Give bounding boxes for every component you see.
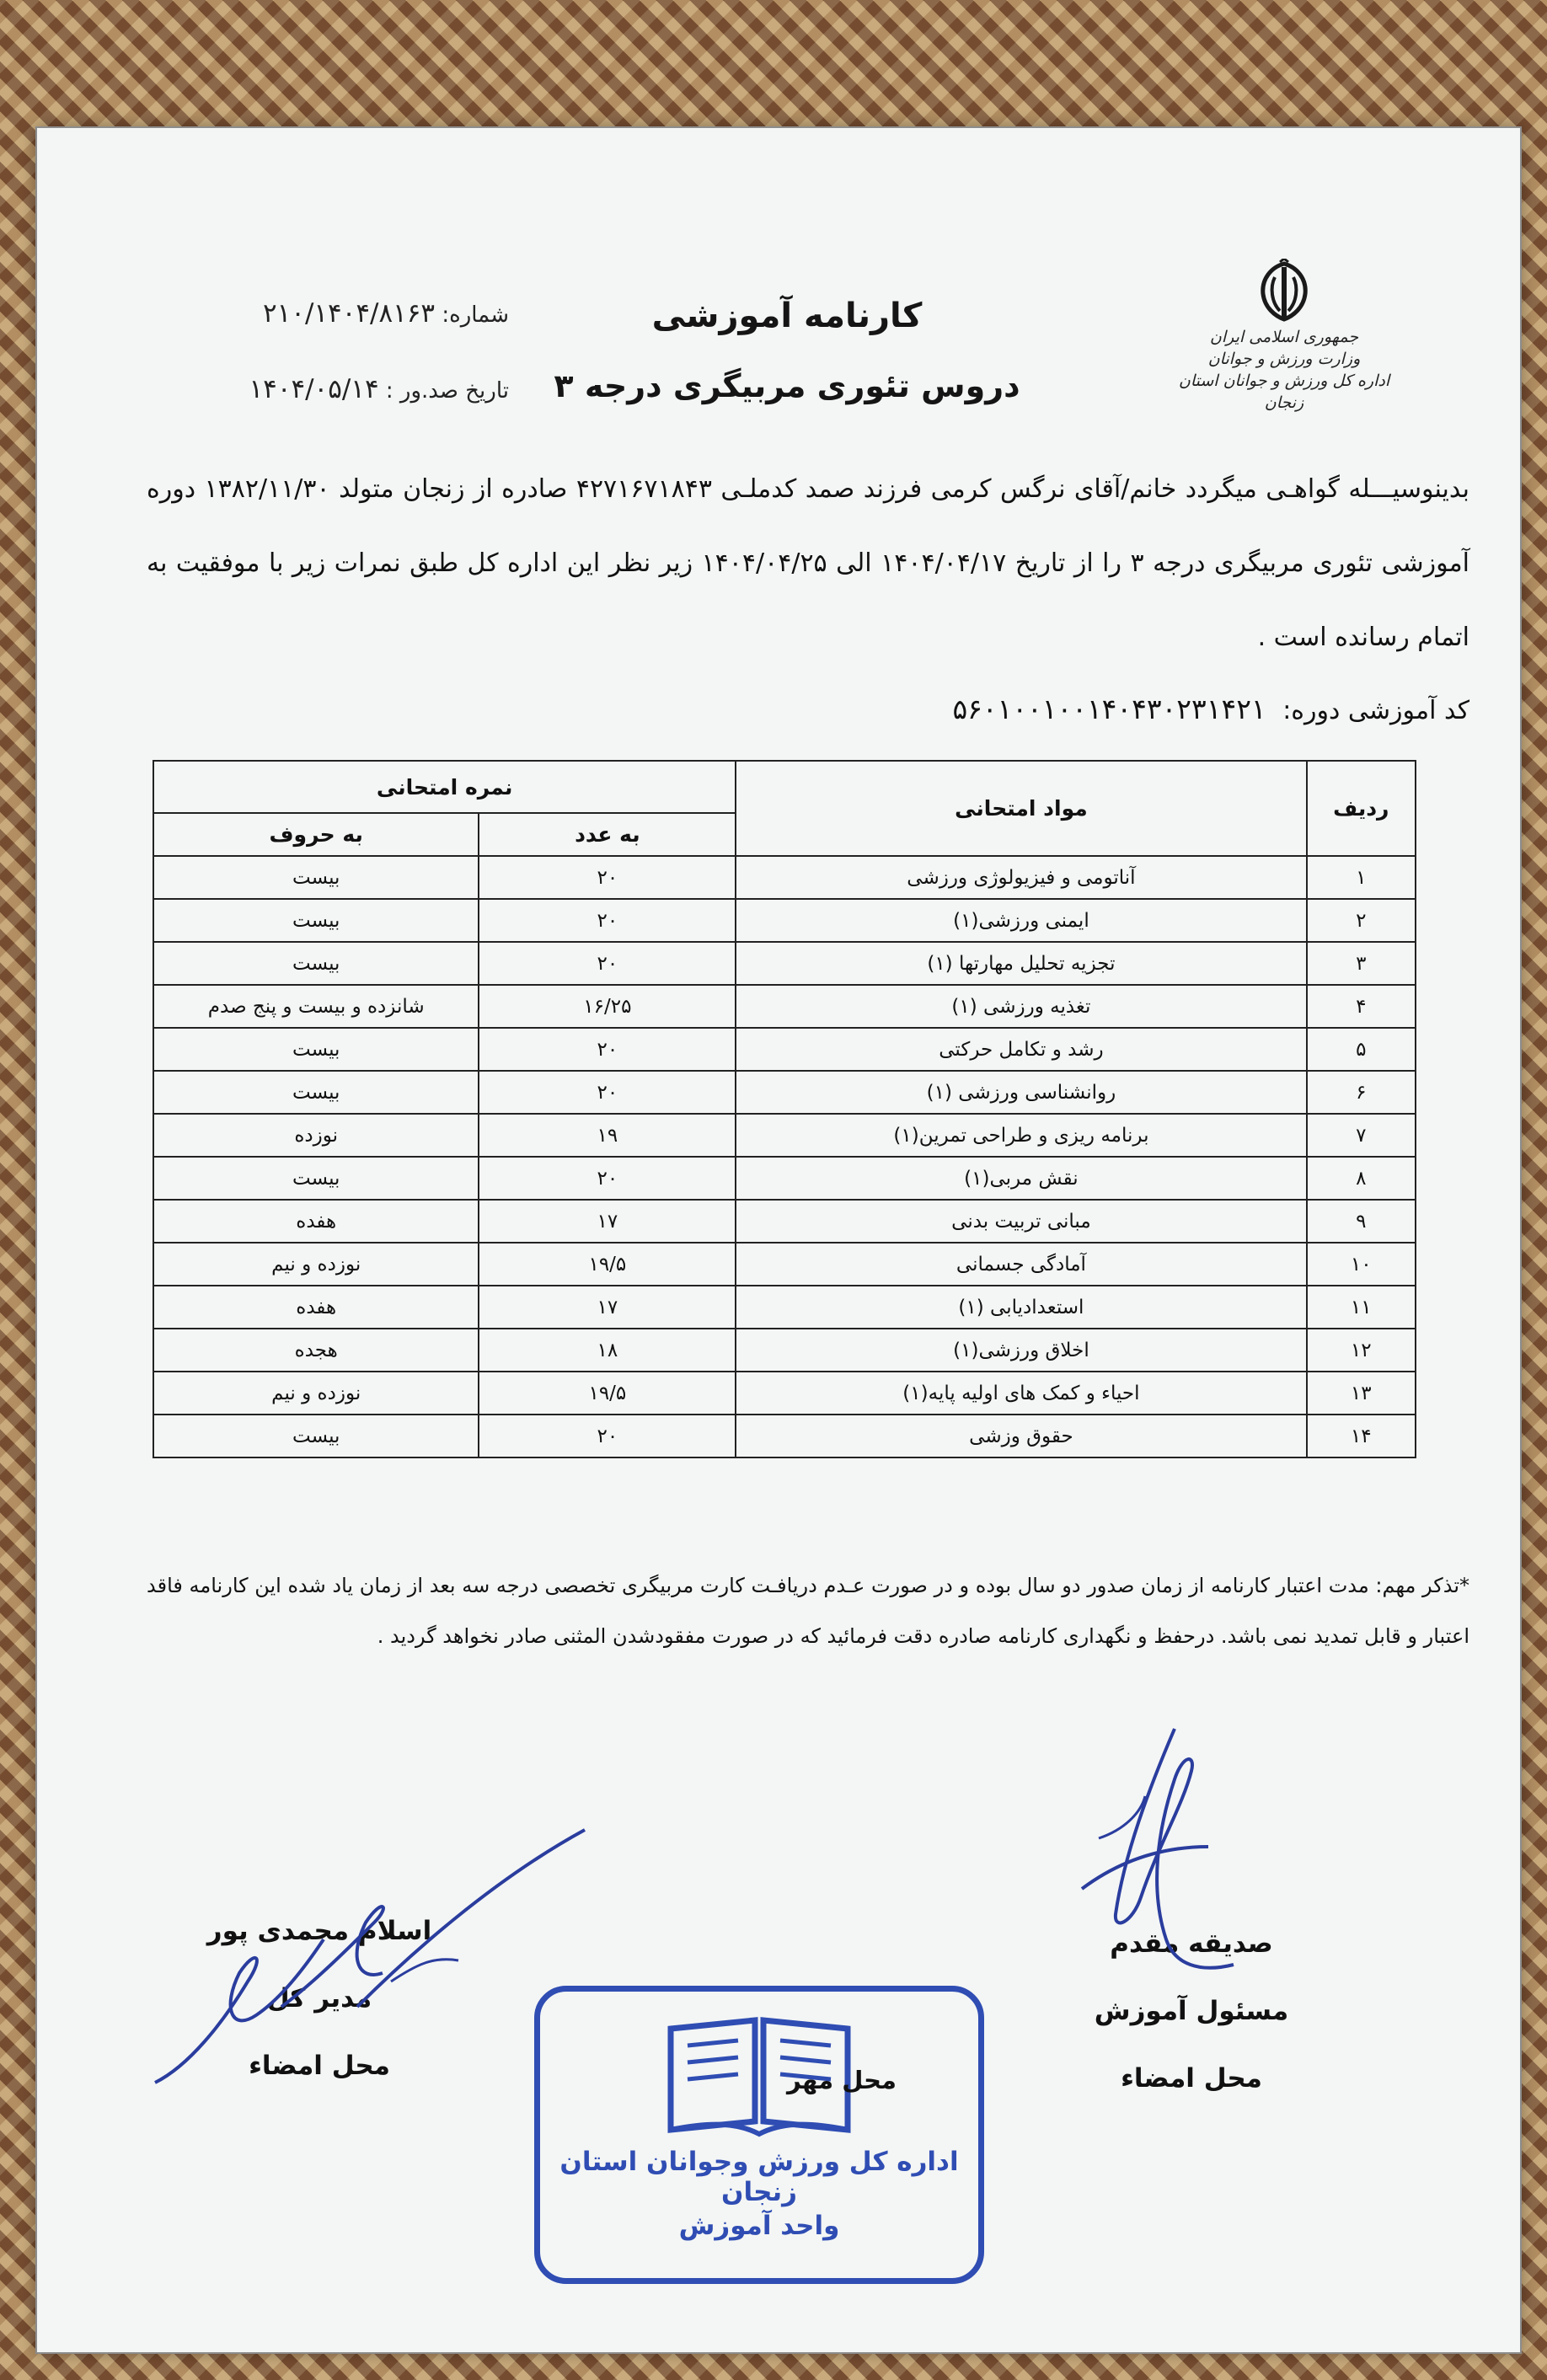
header-numeric: به عدد	[479, 813, 736, 856]
number-row	[147, 297, 509, 330]
row-grade-numeric: ۲۰	[479, 942, 736, 985]
row-grade-numeric: ۱۹/۵	[479, 1372, 736, 1415]
row-subject: برنامه ریزی و طراحی تمرین(۱)	[736, 1114, 1306, 1157]
signer-place-director: محل امضاء	[249, 2051, 390, 2081]
table-row	[153, 1415, 1416, 1457]
emblem-line-country: جمهوری اسلامی ایران	[1209, 328, 1359, 346]
title-block	[509, 297, 1065, 404]
row-grade-words: بیست	[153, 899, 479, 942]
row-grade-words: بیست	[153, 1415, 479, 1457]
row-grade-numeric: ۱۷	[479, 1200, 736, 1243]
row-index: ۵	[1307, 1028, 1416, 1071]
row-subject: نقش مربی(۱)	[736, 1157, 1306, 1200]
header-grade: نمره امتحانی	[153, 761, 736, 813]
row-grade-numeric: ۲۰	[479, 856, 736, 899]
row-grade-words: بیست	[153, 1071, 479, 1114]
row-grade-numeric: ۱۸	[479, 1329, 736, 1372]
row-subject: تجزیه تحلیل مهارتها (۱)	[736, 942, 1306, 985]
emblem-line-office: اداره کل ورزش و جوانان استان زنجان	[1178, 372, 1390, 412]
row-index: ۳	[1307, 942, 1416, 985]
row-index: ۲	[1307, 899, 1416, 942]
stamp-place-label: محل مهر	[787, 2066, 897, 2094]
row-grade-words: هفده	[153, 1200, 479, 1243]
grades-table	[153, 760, 1416, 1458]
row-grade-words: هفده	[153, 1286, 479, 1329]
signer-role-education: مسئول آموزش	[1094, 1996, 1289, 2026]
row-index: ۹	[1307, 1200, 1416, 1243]
important-note: *تذکر مهم: مدت اعتبار کارنامه از زمان صدور دو سال بوده و در صورت عـدم دریافـت کارت مربیگری تخصصی درجه سه بعد از زمان یاد شده این کارنامه فاقد اعتبار و قابل تمدید نمی باشد. درحفظ و نگهداری کارنامه صادره دقت فرمائید که در صورت مفقودشدن المثنی صادر نخواهد گردید .	[147, 1574, 1469, 1648]
header-index: ردیف	[1307, 761, 1416, 856]
course-code-label: کد آموزشی دوره:	[1282, 696, 1469, 725]
row-grade-words: بیست	[153, 856, 479, 899]
table-row	[153, 1071, 1416, 1114]
header-subject: مواد امتحانی	[736, 761, 1306, 856]
row-index: ۱۲	[1307, 1329, 1416, 1372]
row-grade-numeric: ۱۹/۵	[479, 1243, 736, 1286]
certificate-page	[35, 126, 1522, 2354]
table-row	[153, 985, 1416, 1028]
row-subject: حقوق وزشی	[736, 1415, 1306, 1457]
row-grade-words: شانزده و بیست و پنج صدم	[153, 985, 479, 1028]
stamp-line-office: اداره کل ورزش وجوانان استان زنجان	[559, 2147, 959, 2207]
signature-education	[1048, 1720, 1267, 1990]
table-row	[153, 1114, 1416, 1157]
iran-emblem-icon	[1238, 259, 1330, 326]
row-subject: احیاء و کمک های اولیه پایه(۱)	[736, 1372, 1306, 1415]
row-index: ۱۳	[1307, 1372, 1416, 1415]
signer-name-director: اسلام محمدی پور	[206, 1916, 432, 1946]
stamp-line-unit: واحد آموزش	[678, 2211, 840, 2241]
row-subject: استعدادیابی (۱)	[736, 1286, 1306, 1329]
date-label: تاریخ صد.ور :	[385, 378, 509, 404]
official-stamp	[534, 1986, 984, 2284]
table-row	[153, 1157, 1416, 1200]
row-grade-numeric: ۲۰	[479, 1157, 736, 1200]
header-words: به حروف	[153, 813, 479, 856]
course-code-value: ۵۶۰۱۰۰۱۰۰۱۴۰۴۳۰۲۳۱۴۲۱	[952, 693, 1266, 725]
table-row	[153, 942, 1416, 985]
row-subject: اخلاق ورزشی(۱)	[736, 1329, 1306, 1372]
page-title: کارنامه آموزشی	[651, 297, 923, 335]
row-grade-numeric: ۲۰	[479, 1415, 736, 1457]
emblem-block	[1175, 259, 1394, 414]
row-grade-words: هجده	[153, 1329, 479, 1372]
page-subtitle: دروس تئوری مربیگری درجه ۳	[554, 367, 1020, 404]
row-subject: مبانی تربیت بدنی	[736, 1200, 1306, 1243]
row-index: ۱۰	[1307, 1243, 1416, 1286]
number-value: ۲۱۰/۱۴۰۴/۸۱۶۳	[263, 298, 436, 329]
number-label: شماره:	[442, 302, 509, 328]
row-grade-words: بیست	[153, 1028, 479, 1071]
table-row	[153, 1200, 1416, 1243]
course-code	[147, 693, 1469, 725]
date-value: ۱۴۰۴/۰۵/۱۴	[249, 374, 379, 404]
row-index: ۸	[1307, 1157, 1416, 1200]
row-index: ۶	[1307, 1071, 1416, 1114]
document-meta	[147, 297, 509, 406]
row-index: ۷	[1307, 1114, 1416, 1157]
row-index: ۱	[1307, 856, 1416, 899]
table-row	[153, 899, 1416, 942]
row-subject: تغذیه ورزشی (۱)	[736, 985, 1306, 1028]
table-row	[153, 1329, 1416, 1372]
row-grade-words: نوزده و نیم	[153, 1372, 479, 1415]
row-grade-numeric: ۲۰	[479, 1071, 736, 1114]
signer-name-education: صدیقه مقدم	[1110, 1928, 1273, 1959]
signer-place-education: محل امضاء	[1121, 2063, 1262, 2094]
row-grade-numeric: ۱۶/۲۵	[479, 985, 736, 1028]
row-index: ۴	[1307, 985, 1416, 1028]
row-grade-words: بیست	[153, 1157, 479, 1200]
table-row	[153, 1028, 1416, 1071]
row-subject: روانشناسی ورزشی (۱)	[736, 1071, 1306, 1114]
date-row	[147, 372, 509, 406]
row-subject: آناتومی و فیزیولوژی ورزشی	[736, 856, 1306, 899]
row-grade-numeric: ۲۰	[479, 899, 736, 942]
grades-body	[153, 856, 1416, 1457]
table-row	[153, 1372, 1416, 1415]
emblem-line-ministry: وزارت ورزش و جوانان	[1207, 350, 1361, 368]
row-grade-numeric: ۲۰	[479, 1028, 736, 1071]
row-grade-words: بیست	[153, 942, 479, 985]
table-row	[153, 1286, 1416, 1329]
row-subject: آمادگی جسمانی	[736, 1243, 1306, 1286]
row-index: ۱۴	[1307, 1415, 1416, 1457]
row-subject: ایمنی ورزشی(۱)	[736, 899, 1306, 942]
table-row	[153, 1243, 1416, 1286]
row-grade-words: نوزده و نیم	[153, 1243, 479, 1286]
certification-paragraph: بدینوسیـــله گواهـی میگردد خانم/آقای نرگس کرمی فرزند صمد کدملـی ۴۲۷۱۶۷۱۸۴۳ صادره از زنجان متولد ۱۳۸۲/۱۱/۳۰ دوره آموزشی تئوری مربیگری درجه ۳ را از تاریخ ۱۴۰۴/۰۴/۱۷ الی ۱۴۰۴/۰۴/۲۵ زیر نظر این اداره کل طبق نمرات زیر با موفقیت به اتمام رسانده است .	[147, 474, 1469, 652]
row-grade-words: نوزده	[153, 1114, 479, 1157]
table-row	[153, 856, 1416, 899]
row-subject: رشد و تکامل حرکتی	[736, 1028, 1306, 1071]
row-grade-numeric: ۱۹	[479, 1114, 736, 1157]
signer-role-director: مدیر کل	[266, 1983, 372, 2014]
row-index: ۱۱	[1307, 1286, 1416, 1329]
row-grade-numeric: ۱۷	[479, 1286, 736, 1329]
